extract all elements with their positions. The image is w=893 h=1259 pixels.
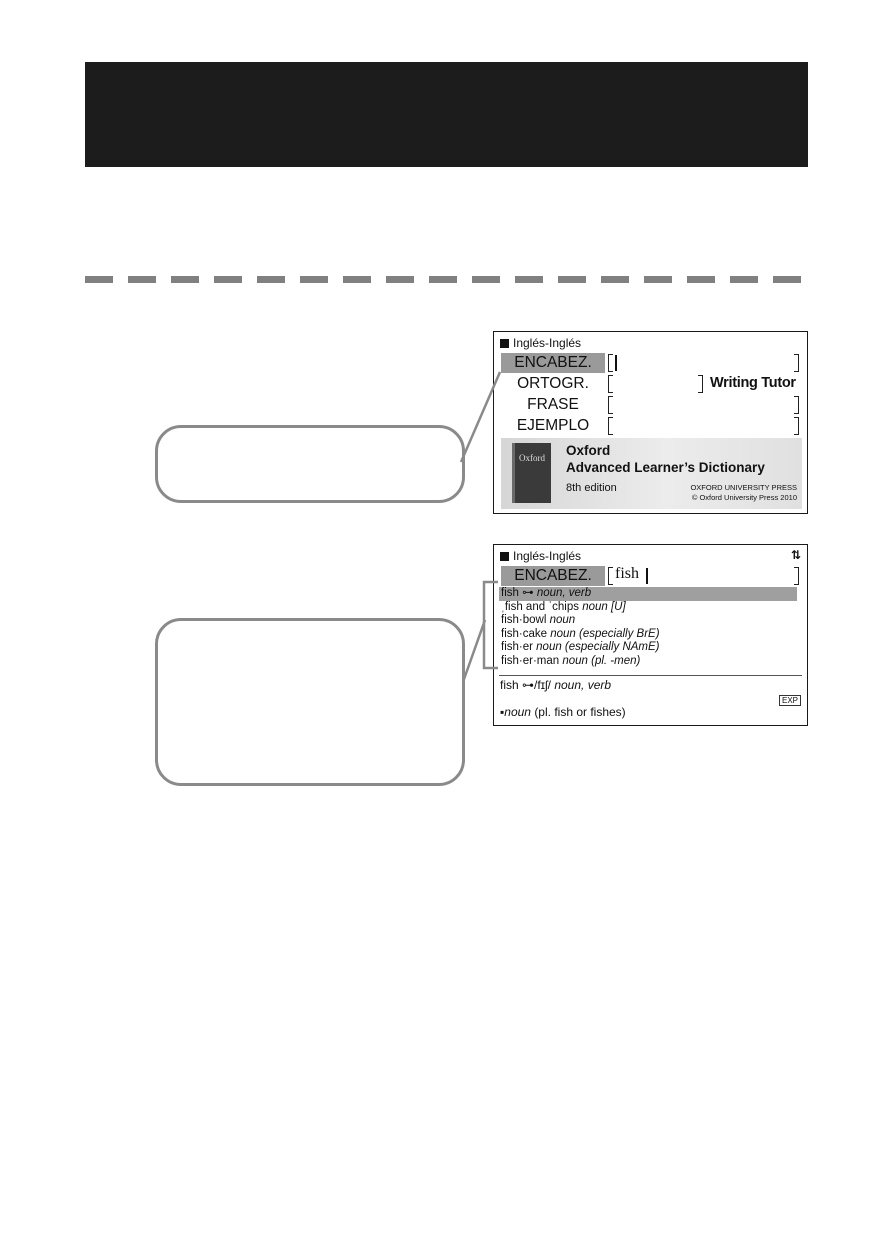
- preview-definition-line: ▪noun (pl. fish or fishes): [500, 705, 626, 719]
- result-item[interactable]: fish ⊶ noun, verb: [499, 587, 797, 601]
- input-bracket-left: [608, 375, 613, 393]
- input-bracket-right: [794, 567, 799, 585]
- result-item[interactable]: fish·er noun (especially NAmE): [501, 641, 660, 653]
- square-icon: [500, 339, 509, 348]
- field-encabez[interactable]: ENCABEZ.: [501, 566, 605, 586]
- book-cover-title: Oxford: [519, 453, 545, 463]
- banner-copyright: © Oxford University Press 2010: [691, 493, 797, 502]
- callout-box-2: [155, 618, 465, 786]
- input-bracket-right: [794, 417, 799, 435]
- result-item[interactable]: fish·cake noun (especially BrE): [501, 627, 660, 640]
- connector-line-2: [463, 620, 485, 682]
- search-input-value[interactable]: fish: [615, 565, 639, 582]
- book-cover-image: [512, 443, 551, 503]
- input-bracket-left: [608, 396, 613, 414]
- field-encabez[interactable]: ENCABEZ.: [501, 353, 605, 373]
- field-frase[interactable]: FRASE: [527, 396, 579, 413]
- input-bracket-right: [794, 354, 799, 372]
- result-item[interactable]: fish·er·man noun (pl. -men): [501, 654, 641, 667]
- header-bar: [85, 62, 808, 167]
- dashed-divider: [85, 276, 808, 283]
- text-cursor: [646, 568, 648, 584]
- field-ortogr[interactable]: ORTOGR.: [517, 375, 589, 392]
- input-bracket-left: [608, 417, 613, 435]
- input-bracket-right: [698, 375, 703, 393]
- banner-title-line2: Advanced Learner’s Dictionary: [566, 460, 765, 475]
- banner-title-line1: Oxford: [566, 443, 611, 458]
- dictionary-screen-results: [493, 544, 808, 726]
- screen-header: Inglés-Inglés: [500, 549, 581, 563]
- sort-arrows-icon: ⇅: [790, 548, 801, 562]
- banner-publisher: OXFORD UNIVERSITY PRESS: [690, 483, 797, 492]
- square-icon: [500, 552, 509, 561]
- exp-button[interactable]: EXP: [779, 695, 801, 706]
- banner-edition: 8th edition: [566, 482, 617, 494]
- writing-tutor-label[interactable]: Writing Tutor: [710, 375, 796, 391]
- result-item[interactable]: fish·bowl noun: [501, 614, 576, 626]
- preview-divider: [499, 675, 802, 676]
- dictionary-screen-initial: [493, 331, 808, 514]
- input-bracket-left: [608, 567, 613, 585]
- preview-headword-line: fish ⊶/fɪʃ/ noun, verb: [500, 678, 612, 692]
- callout-box-1: [155, 425, 465, 503]
- input-bracket-right: [794, 396, 799, 414]
- screen-header: Inglés-Inglés: [500, 336, 581, 350]
- result-item[interactable]: ˌfish and ˈchips noun [U]: [501, 600, 626, 613]
- dictionary-banner: [501, 438, 802, 509]
- text-cursor: [615, 355, 617, 371]
- field-ejemplo[interactable]: EJEMPLO: [516, 417, 590, 434]
- input-bracket-left: [608, 354, 613, 372]
